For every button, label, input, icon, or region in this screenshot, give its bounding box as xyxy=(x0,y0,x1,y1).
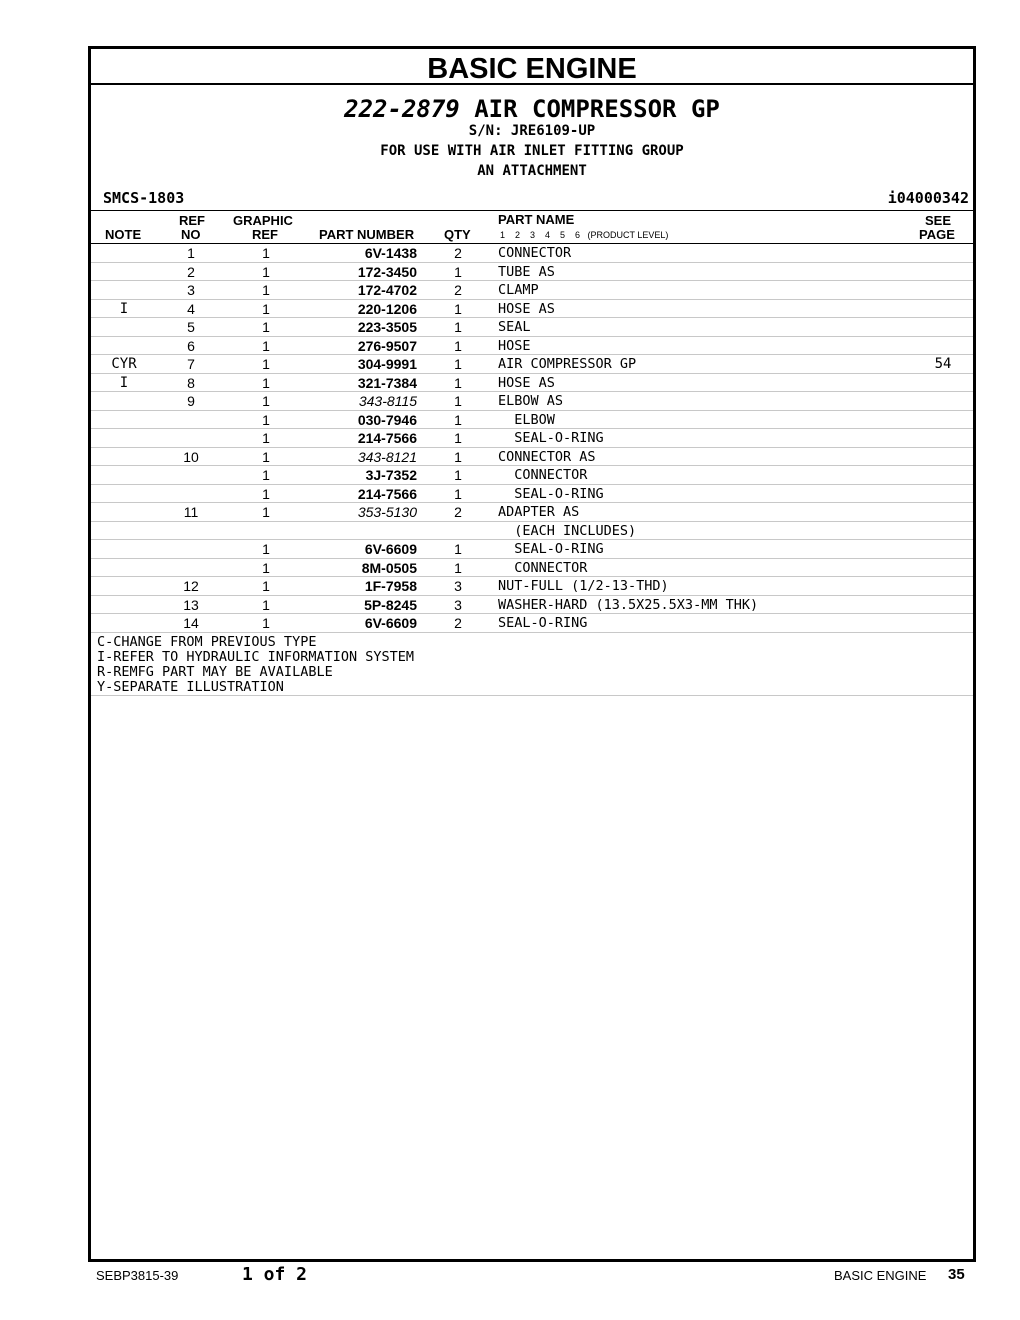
row-part-number: 6V-6609 xyxy=(364,615,417,631)
row-part-name: NUT-FULL (1/2-13-THD) xyxy=(498,578,669,594)
table-row xyxy=(91,466,973,485)
row-ref-no: 10 xyxy=(183,448,199,465)
row-part-name: ADAPTER AS xyxy=(498,504,580,520)
row-graphic-ref: 1 xyxy=(262,504,270,520)
row-qty: 3 xyxy=(454,578,462,594)
row-qty: 1 xyxy=(454,337,462,354)
table-row xyxy=(91,503,973,522)
row-part-name: ELBOW AS xyxy=(498,393,564,409)
row-part-name: WASHER-HARD (13.5X25.5X3-MM THK) xyxy=(498,596,759,613)
row-ref-no: 3 xyxy=(187,282,195,298)
table-row xyxy=(91,244,973,263)
row-part-name: CLAMP xyxy=(498,282,539,298)
row-part-number: 343-8115 xyxy=(358,393,417,409)
row-qty: 1 xyxy=(454,448,462,465)
row-graphic-ref: 1 xyxy=(262,541,270,557)
row-graphic-ref: 1 xyxy=(262,319,270,335)
row-graphic-ref: 1 xyxy=(262,263,270,280)
row-part-number: 1F-7958 xyxy=(364,578,417,594)
row-part-name: SEAL-O-RING xyxy=(498,541,604,557)
row-ref-no: 9 xyxy=(187,393,195,409)
row-part-number: 6V-6609 xyxy=(364,541,417,557)
row-graphic-ref: 1 xyxy=(262,245,270,261)
row-qty: 1 xyxy=(454,393,462,409)
row-qty: 2 xyxy=(454,282,462,298)
row-ref-no: 11 xyxy=(183,504,199,520)
row-graphic-ref: 1 xyxy=(262,300,270,317)
row-qty: 1 xyxy=(454,430,462,446)
row-part-name: SEAL-O-RING xyxy=(498,615,588,631)
row-part-name: TUBE AS xyxy=(498,263,555,280)
col-qty: QTY xyxy=(444,227,471,242)
row-part-name: CONNECTOR AS xyxy=(498,448,596,465)
row-part-number: 321-7384 xyxy=(357,374,417,391)
row-graphic-ref: 1 xyxy=(262,615,270,631)
row-graphic-ref: 1 xyxy=(262,337,270,354)
row-qty: 3 xyxy=(454,596,462,613)
row-part-number: 030-7946 xyxy=(357,411,417,428)
row-part-name: AIR COMPRESSOR GP xyxy=(498,356,637,372)
table-row xyxy=(91,300,973,319)
table-row xyxy=(91,281,973,300)
row-qty: 1 xyxy=(454,356,462,372)
row-qty: 1 xyxy=(454,541,462,557)
row-part-name: ELBOW xyxy=(498,411,555,428)
footer-page-of: 1 of 2 xyxy=(242,1264,308,1285)
row-qty: 2 xyxy=(454,504,462,520)
usage-line-2: AN ATTACHMENT xyxy=(477,163,587,179)
group-name: AIR COMPRESSOR GP xyxy=(474,95,720,123)
serial-range: S/N: JRE6109-UP xyxy=(468,123,596,139)
col-part-number: PART NUMBER xyxy=(319,227,415,242)
row-graphic-ref: 1 xyxy=(262,596,270,613)
row-part-name: HOSE AS xyxy=(498,374,555,391)
row-part-number: 276-9507 xyxy=(357,337,417,354)
row-see-page: 54 xyxy=(934,356,952,372)
row-ref-no: 5 xyxy=(187,319,195,335)
group-header xyxy=(91,85,973,211)
row-part-number: 343-8121 xyxy=(357,448,417,465)
row-part-number: 214-7566 xyxy=(357,485,417,502)
row-ref-no: 6 xyxy=(187,337,195,354)
row-ref-no: 1 xyxy=(187,245,195,261)
row-graphic-ref: 1 xyxy=(262,485,270,502)
row-graphic-ref: 1 xyxy=(262,356,270,372)
row-graphic-ref: 1 xyxy=(262,282,270,298)
row-graphic-ref: 1 xyxy=(262,430,270,446)
table-row xyxy=(91,559,973,578)
footer-doc-number: SEBP3815-39 xyxy=(96,1268,179,1283)
col-graphic-bottom: REF xyxy=(252,227,278,242)
table-row xyxy=(91,392,973,411)
column-header xyxy=(91,211,973,244)
table-row xyxy=(91,614,973,633)
parts-table-body xyxy=(91,244,973,633)
col-part-name: PART NAME xyxy=(498,212,575,227)
col-note: NOTE xyxy=(105,227,142,242)
table-row xyxy=(91,318,973,337)
row-note: CYR xyxy=(111,356,137,372)
row-ref-no: 14 xyxy=(183,615,199,631)
row-graphic-ref: 1 xyxy=(262,578,270,594)
note-line: R-REMFG PART MAY BE AVAILABLE xyxy=(97,663,333,680)
row-note: I xyxy=(119,374,129,391)
note-line: C-CHANGE FROM PREVIOUS TYPE xyxy=(97,633,317,650)
row-part-number: 214-7566 xyxy=(357,430,417,446)
footer-page-number: 35 xyxy=(948,1266,965,1283)
note-line: I-REFER TO HYDRAULIC INFORMATION SYSTEM xyxy=(97,648,414,665)
row-ref-no: 7 xyxy=(187,356,195,372)
row-part-name: CONNECTOR xyxy=(498,559,588,576)
section-title: BASIC ENGINE xyxy=(91,49,973,85)
table-row xyxy=(91,522,973,541)
table-row xyxy=(91,485,973,504)
row-graphic-ref: 1 xyxy=(262,467,270,483)
row-ref-no: 13 xyxy=(183,596,199,613)
table-row xyxy=(91,355,973,374)
table-row xyxy=(91,540,973,559)
row-ref-no: 2 xyxy=(187,263,195,280)
table-row xyxy=(91,577,973,596)
row-part-name: CONNECTOR xyxy=(498,245,572,261)
row-qty: 1 xyxy=(454,300,462,317)
row-qty: 1 xyxy=(454,263,462,280)
row-graphic-ref: 1 xyxy=(262,393,270,409)
row-part-number: 223-3505 xyxy=(357,319,417,335)
row-qty: 1 xyxy=(454,467,462,483)
table-row xyxy=(91,429,973,448)
row-qty: 2 xyxy=(454,615,462,631)
illustration-id: i04000342 xyxy=(887,189,969,207)
table-row xyxy=(91,263,973,282)
row-part-name: HOSE xyxy=(498,337,531,354)
row-qty: 1 xyxy=(454,319,462,335)
row-part-name: SEAL-O-RING xyxy=(498,485,604,502)
col-graphic-top: GRAPHIC xyxy=(233,213,293,228)
row-ref-no: 8 xyxy=(187,374,195,391)
table-row xyxy=(91,374,973,393)
table-row xyxy=(91,448,973,467)
row-part-number: 6V-1438 xyxy=(364,245,417,261)
row-part-number: 3J-7352 xyxy=(365,467,417,483)
row-part-name: CONNECTOR xyxy=(498,467,588,483)
row-part-number: 5P-8245 xyxy=(364,596,417,613)
row-graphic-ref: 1 xyxy=(262,448,270,465)
row-ref-no: 4 xyxy=(187,300,195,317)
row-qty: 1 xyxy=(454,411,462,428)
col-product-level: 1 2 3 4 5 6 (PRODUCT LEVEL) xyxy=(500,230,669,240)
row-part-name: (EACH INCLUDES) xyxy=(498,522,637,539)
notes-legend xyxy=(91,633,973,696)
group-number: 222-2879 xyxy=(344,95,460,123)
row-part-name: SEAL-O-RING xyxy=(498,430,604,446)
row-ref-no: 12 xyxy=(183,578,199,594)
usage-line-1: FOR USE WITH AIR INLET FITTING GROUP xyxy=(380,143,684,159)
table-row xyxy=(91,337,973,356)
col-ref-bottom: NO xyxy=(181,227,201,242)
row-qty: 1 xyxy=(454,485,462,502)
col-ref-top: REF xyxy=(179,213,205,228)
row-part-number: 304-9991 xyxy=(357,356,417,372)
footer-section: BASIC ENGINE xyxy=(834,1268,927,1283)
row-graphic-ref: 1 xyxy=(262,374,270,391)
parts-page-frame xyxy=(88,46,976,1262)
row-qty: 1 xyxy=(454,559,462,576)
row-part-number: 220-1206 xyxy=(357,300,417,317)
row-part-name: HOSE AS xyxy=(498,300,555,317)
row-graphic-ref: 1 xyxy=(262,411,270,428)
col-see-top: SEE xyxy=(925,213,952,228)
smcs-code: SMCS-1803 xyxy=(103,189,185,207)
note-line: Y-SEPARATE ILLUSTRATION xyxy=(97,678,284,695)
row-part-name: SEAL xyxy=(498,319,531,335)
table-row xyxy=(91,411,973,430)
group-title xyxy=(91,95,973,123)
col-see-bottom: PAGE xyxy=(919,227,955,242)
row-qty: 2 xyxy=(454,245,462,261)
row-part-number: 172-4702 xyxy=(357,282,417,298)
table-row xyxy=(91,596,973,615)
row-qty: 1 xyxy=(454,374,462,391)
row-graphic-ref: 1 xyxy=(262,559,270,576)
row-part-number: 8M-0505 xyxy=(361,559,417,576)
row-part-number: 353-5130 xyxy=(357,504,417,520)
row-note: I xyxy=(119,300,129,317)
row-part-number: 172-3450 xyxy=(357,263,417,280)
